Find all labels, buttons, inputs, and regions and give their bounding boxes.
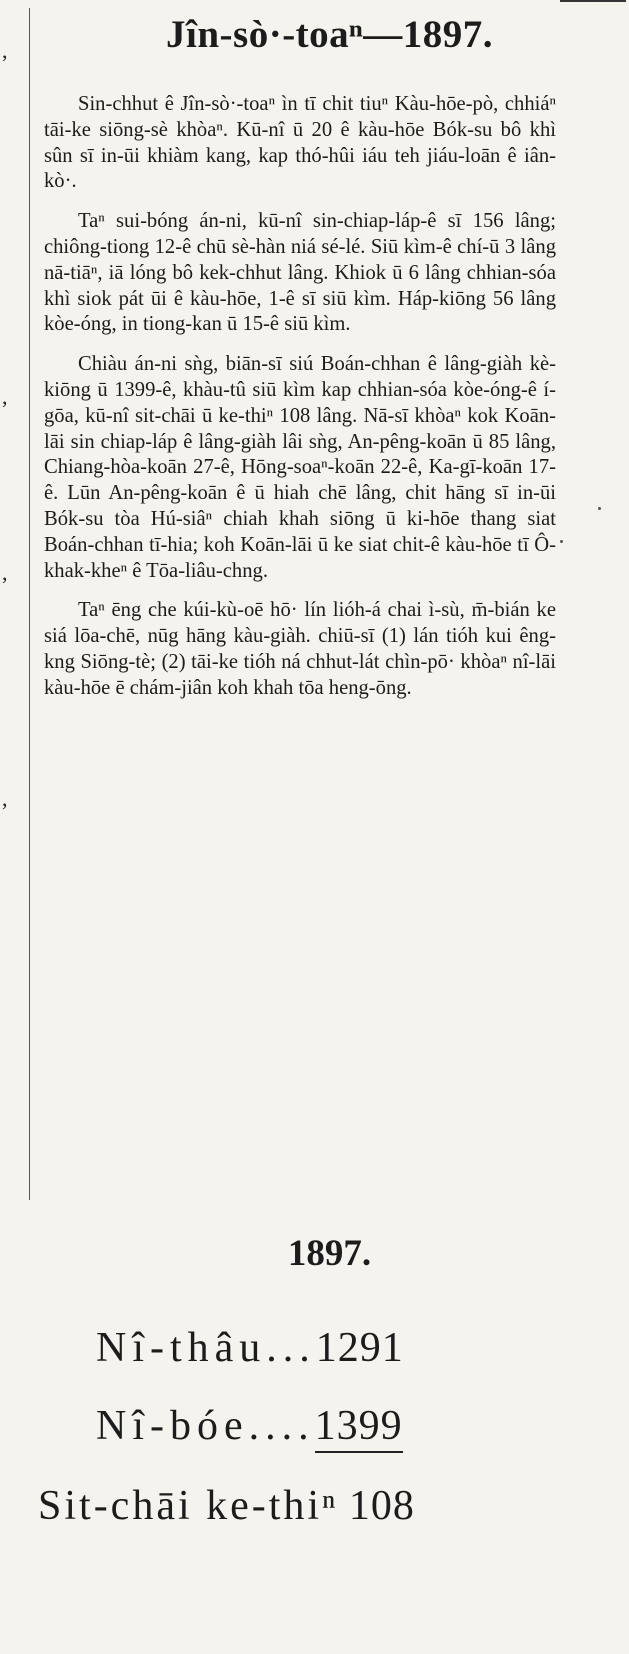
fragment-mark: , xyxy=(2,560,8,585)
summary-row-increase xyxy=(38,1482,415,1530)
summary-label: Nî-thâu xyxy=(96,1325,267,1371)
summary-dots: .... xyxy=(248,1403,315,1449)
summary-row-start xyxy=(96,1324,404,1372)
column-rule xyxy=(29,8,30,1200)
paragraph: Sin-chhut ê Jîn-sò·-toaⁿ ìn tī chit tiuⁿ Kàu-hōe-pò, chhiáⁿ tāi-ke siōng-sè khòaⁿ. Kū-nî ū 20 ê kàu-hōe Bók-su bô khì sûn sī in-ūi khiàm kang, kap thó-hûi iáu teh jiáu-loān ê iân-kò·. xyxy=(44,93,556,193)
summary-dots: ... xyxy=(266,1325,316,1371)
summary-value: 1291 xyxy=(315,1325,404,1371)
summary-year: 1897. xyxy=(287,1233,372,1274)
summary-label: Sit-chāi ke-thiⁿ xyxy=(38,1483,339,1529)
print-speck xyxy=(560,540,563,543)
adjacent-column-fragment xyxy=(0,0,22,1654)
fragment-mark: , xyxy=(2,384,8,409)
paragraph: Taⁿ sui-bóng án-ni, kū-nî sin-chiap-láp-ê sī 156 lâng; chiông-tiong 12-ê chū sè-hàn niá sé-lé. Siū kìm-ê chí-ū 3 lâng nā-tiāⁿ, iā lóng bô kek-chhut lâng. Khiok ū 6 lâng chhian-sóa khì siok pát ūi ê kàu-hōe, 1-ê sī siū kìm. Háp-kiōng 56 lâng kòe-óng, in tiong-kan ū 15-ê siū kìm. xyxy=(44,210,556,336)
summary-value: 1399 xyxy=(315,1403,403,1453)
fragment-mark: , xyxy=(2,786,8,811)
summary-row-end xyxy=(96,1402,403,1450)
fragment-mark: , xyxy=(2,38,8,63)
summary-value: 108 xyxy=(348,1483,415,1529)
article-title: Jîn-sò·-toaⁿ—1897. xyxy=(166,13,493,56)
top-rule xyxy=(560,0,626,2)
paragraph: Taⁿ ēng che kúi-kù-oē hō· lín lióh-á chai ì-sù, m̄-bián ke siá lōa-chē, nūg hāng kàu-giàh. chiū-sī (1) lán tióh kui êng-kng Siōng-tè; (2) tāi-ke tióh ná chhut-lát chìn-pō· khòaⁿ nî-lāi kàu-hōe ē chám-jiân koh khah tōa heng-ōng. xyxy=(44,599,556,699)
summary-label: Nî-bóe xyxy=(96,1403,249,1449)
article-body xyxy=(44,92,556,716)
paragraph: Chiàu án-ni sǹg, biān-sī siú Boán-chhan ê lâng-giàh kè-kiōng ū 1399-ê, khàu-tû siū kìm kap chhian-sóa kòe-óng-ê í-gōa, kū-nî sit-chāi ū ke-thiⁿ 108 lâng. Nā-sī khòaⁿ kok Koān-lāi sin chiap-láp ê lâng-giàh lâi sǹg, An-pêng-koān ū 85 lâng, Chiang-hòa-koān 27-ê, Hōng-soaⁿ-koān 22-ê, Ka-gī-koān 17-ê. Lūn An-pêng-koān ê ū hiah chē lâng, chit hāng sī in-ūi Bók-su tòa Hú-siâⁿ chiah khah siōng ū ki-hōe thang siat Boán-chhan tī-hia; koh Koān-lāi ū ke siat chit-ê kàu-hōe tī Ô-khak-kheⁿ ê Tōa-liâu-chng. xyxy=(44,353,556,582)
print-speck xyxy=(598,507,601,510)
